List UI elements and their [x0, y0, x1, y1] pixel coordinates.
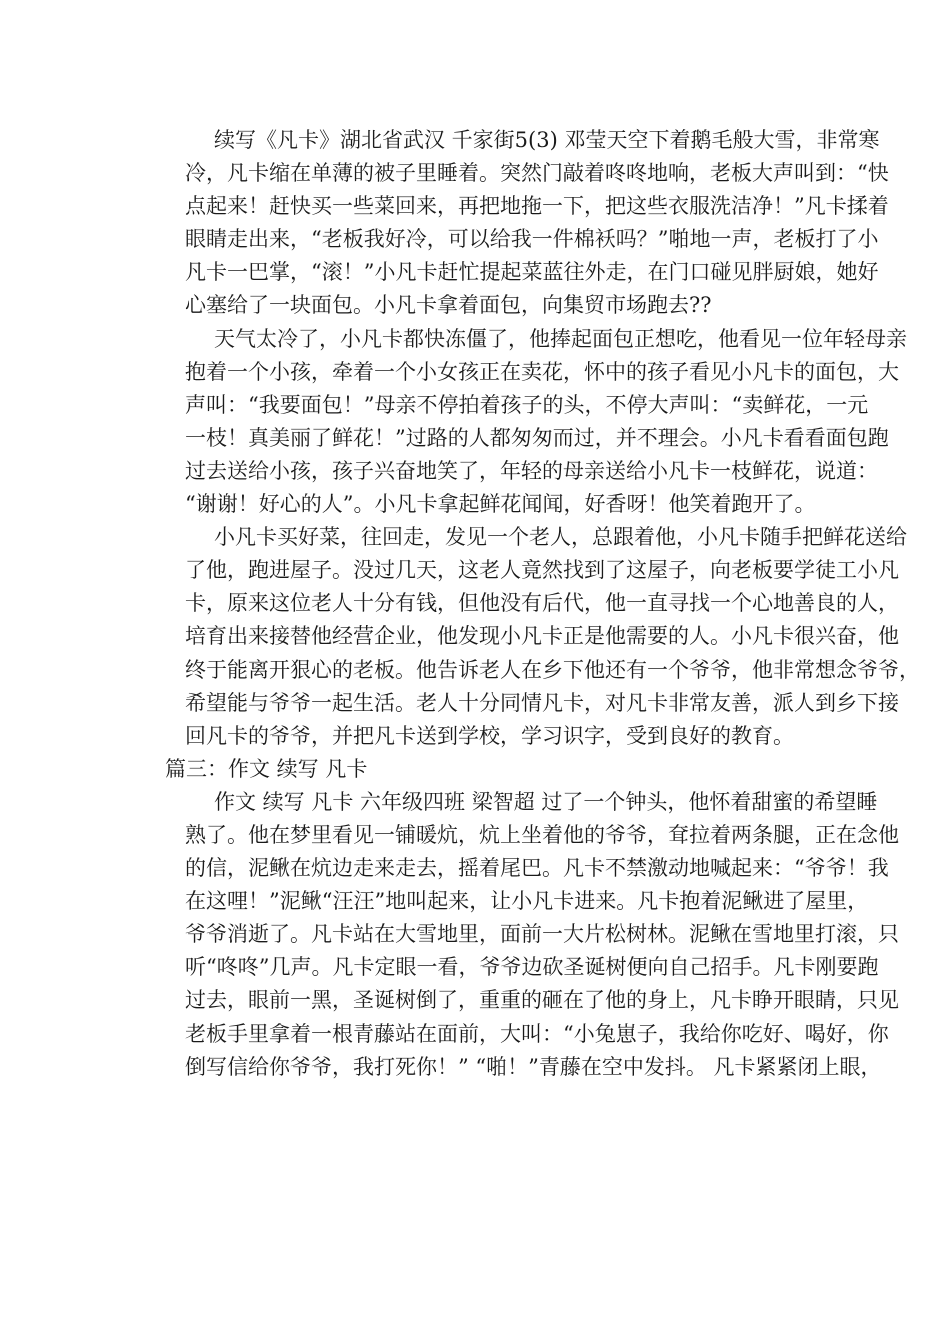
- document-body: [143, 124, 920, 1084]
- text-line: 的信，泥鳅在炕边走来走去，摇着尾巴。凡卡不禁激动地喊起来：“爷爷！我: [185, 856, 889, 881]
- paragraph-1: [143, 124, 889, 323]
- text-line: 终于能离开狠心的老板。他告诉老人在乡下他还有一个爷爷，他非常想念爷爷，: [185, 657, 920, 682]
- text-line: 抱着一个小孩，牵着一个小女孩正在卖花，怀中的孩子看见小凡卡的面包，大: [185, 359, 899, 384]
- paragraph-2: [143, 323, 907, 522]
- text-line: 过去，眼前一黑，圣诞树倒了，重重的砸在了他的身上，凡卡睁开眼睛，只见: [185, 988, 899, 1013]
- text-line: 凡卡一巴掌，“滚！”小凡卡赶忙提起菜蓝往外走，在门口碰见胖厨娘，她好: [185, 260, 879, 285]
- text-line: 冷，凡卡缩在单薄的被子里睡着。突然门敲着咚咚地响，老板大声叫到：“快: [185, 161, 889, 186]
- text-line: 爷爷消逝了。凡卡站在大雪地里，面前一大片松树林。泥鳅在雪地里打滚，只: [185, 922, 899, 947]
- paragraph-4: [143, 786, 899, 1084]
- text-line: 老板手里拿着一根青藤站在面前，大叫：“小兔崽子，我给你吃好、喝好，你: [185, 1021, 889, 1046]
- text-line: 一枝！真美丽了鲜花！”过路的人都匆匆而过，并不理会。小凡卡看看面包跑: [185, 425, 889, 450]
- text-line: 卡，原来这位老人十分有钱，但他没有后代，他一直寻找一个心地善良的人，: [185, 591, 899, 616]
- text-line: 心塞给了一块面包。小凡卡拿着面包，向集贸市场跑去??: [185, 293, 712, 318]
- text-line: 眼睛走出来，“老板我好冷，可以给我一件棉袄吗？”啪地一声，老板打了小: [185, 227, 879, 252]
- text-line: 小凡卡买好菜，往回走，发见一个老人，总跟着他，小凡卡随手把鲜花送给: [214, 525, 907, 550]
- text-line: 作文 续写 凡卡 六年级四班 梁智超 过了一个钟头，他怀着甜蜜的希望睡: [214, 789, 878, 814]
- text-line: 点起来！赶快买一些菜回来，再把地拖一下，把这些衣服洗洁净！”凡卡揉着: [185, 194, 889, 219]
- text-line: 天气太冷了，小凡卡都快冻僵了，他捧起面包正想吃，他看见一位年轻母亲: [214, 326, 907, 351]
- text-line: 了他，跑进屋子。没过几天，这老人竟然找到了这屋子，向老板要学徒工小凡: [185, 558, 899, 583]
- text-line: 希望能与爷爷一起生活。老人十分同情凡卡，对凡卡非常友善，派人到乡下接: [185, 690, 899, 715]
- text-line: 熟了。他在梦里看见一铺暖炕，炕上坐着他的爷爷，耷拉着两条腿，正在念他: [185, 822, 899, 847]
- text-line: 续写《凡卡》湖北省武汉 千家街5(3) 邓莹天空下着鹅毛般大雪，非常寒: [214, 128, 880, 152]
- section-heading: 篇三：作文 续写 凡卡: [165, 756, 368, 781]
- text-line: 倒写信给你爷爷，我打死你！” “啪！”青藤在空中发抖。 凡卡紧紧闭上眼，: [185, 1054, 882, 1079]
- text-line: “谢谢！好心的人”。小凡卡拿起鲜花闻闻，好香呀！他笑着跑开了。: [185, 492, 816, 517]
- text-line: 听“咚咚”几声。凡卡定眼一看，爷爷边砍圣诞树便向自己招手。凡卡刚要跑: [185, 955, 879, 980]
- text-line: 培育出来接替他经营企业，他发现小凡卡正是他需要的人。小凡卡很兴奋，他: [185, 624, 899, 649]
- text-line: 在这哩！”泥鳅“汪汪”地叫起来，让小凡卡进来。凡卡抱着泥鳅进了屋里，: [185, 889, 869, 914]
- paragraph-3: [143, 521, 920, 753]
- text-line: 声叫：“我要面包！”母亲不停拍着孩子的头，不停大声叫：“卖鲜花，一元: [185, 392, 869, 417]
- text-line: 过去送给小孩，孩子兴奋地笑了，年轻的母亲送给小凡卡一枝鲜花，说道：: [185, 458, 878, 483]
- text-line: 回凡卡的爷爷，并把凡卡送到学校，学习识字，受到良好的教育。: [185, 723, 794, 748]
